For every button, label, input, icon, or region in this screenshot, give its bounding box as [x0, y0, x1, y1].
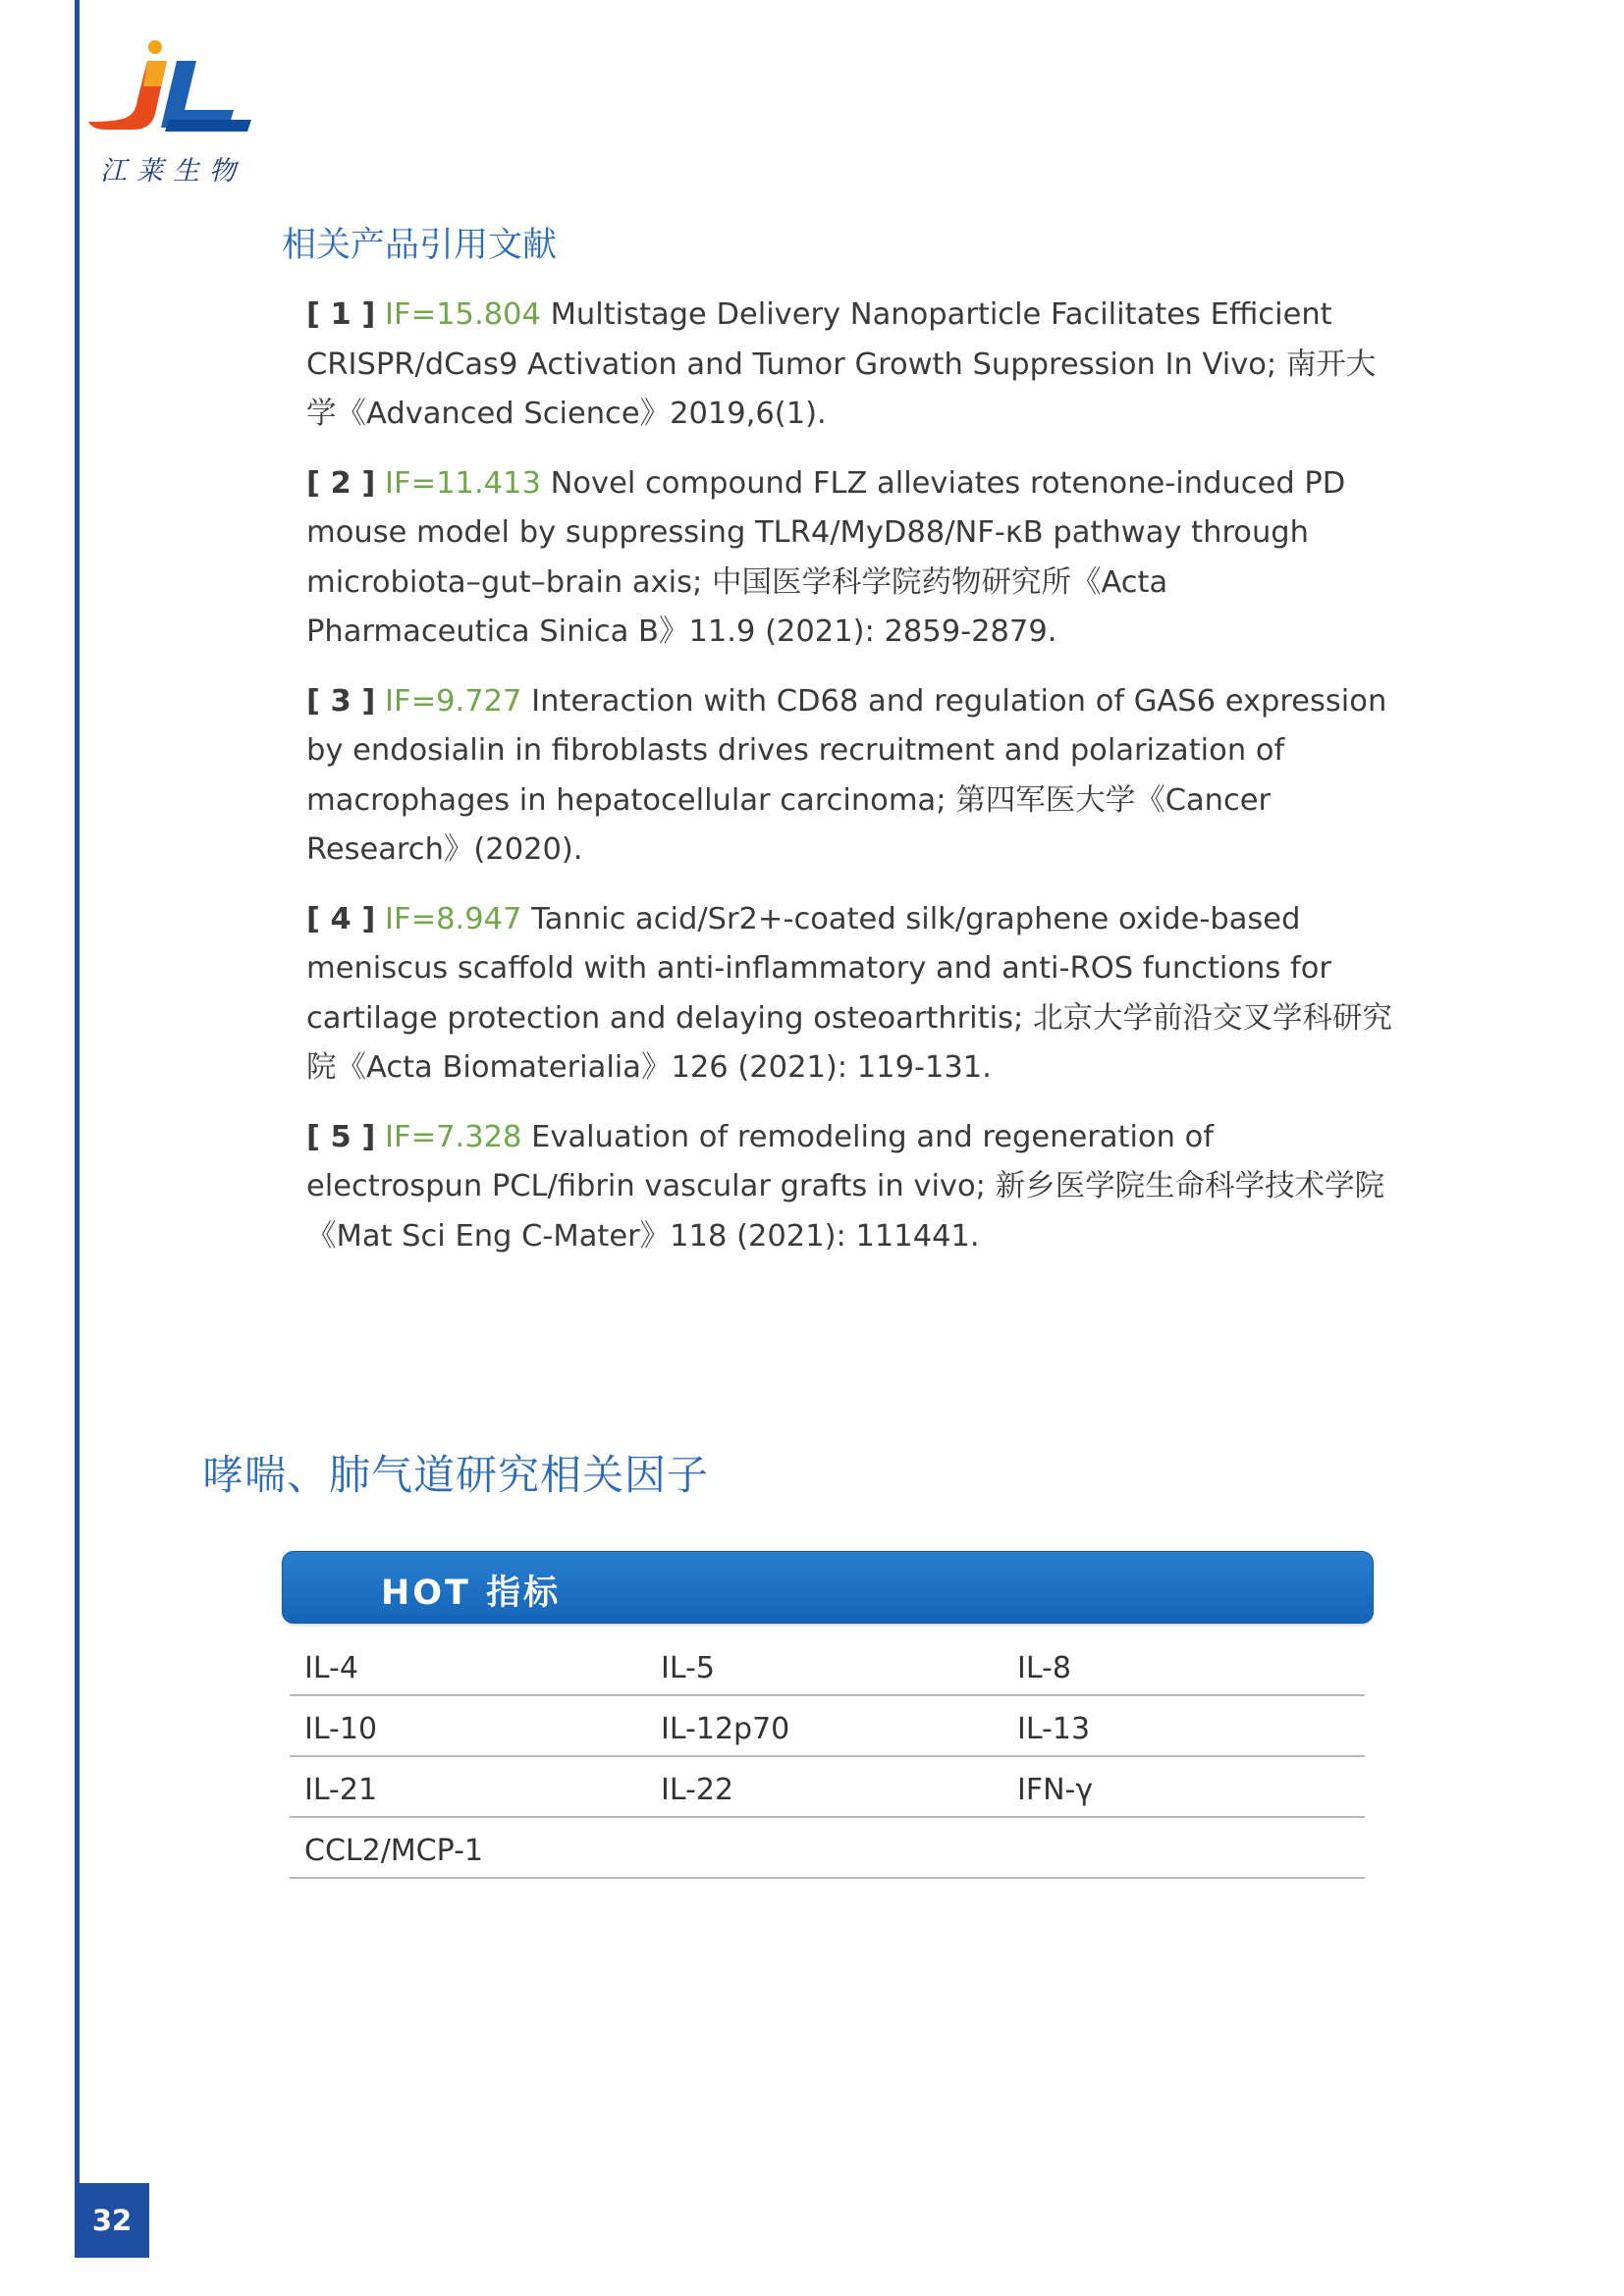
impact-factor: IF=8.947 — [385, 901, 522, 936]
impact-factor: IF=9.727 — [385, 683, 522, 719]
table-cell: IL-22 — [661, 1772, 734, 1807]
section-title-references: 相关产品引用文献 — [282, 226, 558, 265]
left-vertical-rule — [75, 0, 80, 2183]
company-logo — [86, 39, 253, 187]
table-cell — [646, 1844, 1002, 1850]
table-cell: IL-4 — [304, 1650, 358, 1685]
page-number: 32 — [75, 2183, 149, 2258]
reference-text: Evaluation of remodeling and regeneration of electrospun PCL/fibrin vascular grafts in vivo; 新乡医学院生命科学技术学院《Mat Sci Eng C-Mater》118 (2021): 111441. — [306, 1119, 1385, 1254]
table-cell: IL-5 — [661, 1650, 715, 1685]
hot-indicators-header — [282, 1551, 1374, 1624]
reference-text: Novel compound FLZ alleviates rotenone-induced PD mouse model by suppressing TLR4/MyD88/NF-κB pathway through microbiota–gut–brain axis; 中国医学科学院药物研究所《Acta Pharmaceutica Sinica B》11.9 (2021): 2859-2879. — [306, 465, 1346, 649]
logo-text: 江莱生物 — [100, 156, 245, 187]
table-cell: IL-12p70 — [661, 1711, 790, 1746]
table-cell: IL-8 — [1017, 1650, 1071, 1685]
reference-item — [306, 459, 1396, 658]
reference-item — [306, 291, 1396, 440]
table-row — [290, 1635, 1365, 1696]
hot-indicators-title: HOT 指标 — [381, 1574, 562, 1613]
impact-factor: IF=7.328 — [385, 1119, 522, 1154]
reference-item — [306, 895, 1396, 1094]
reference-text: Tannic acid/Sr2+-coated silk/graphene oxide-based meniscus scaffold with anti-inflammatory and anti-ROS functions for cartilage protection and delaying osteoarthritis; 北京大学前沿交叉学科研究院《Acta Biomaterialia》126 (2021): 119-131. — [306, 901, 1392, 1085]
table-row — [290, 1757, 1365, 1818]
table-cell: IFN-γ — [1017, 1772, 1094, 1807]
reference-number: [ 3 ] — [306, 683, 376, 719]
reference-number: [ 2 ] — [306, 465, 376, 501]
reference-item — [306, 1113, 1396, 1262]
reference-number: [ 1 ] — [306, 297, 376, 332]
table-row — [290, 1696, 1365, 1757]
reference-item — [306, 677, 1396, 876]
reference-number: [ 4 ] — [306, 901, 376, 936]
table-cell: IL-13 — [1017, 1711, 1091, 1746]
reference-list — [306, 291, 1396, 1281]
jl-logo-mark — [86, 39, 253, 147]
table-row — [290, 1818, 1365, 1879]
impact-factor: IF=15.804 — [385, 297, 541, 332]
table-cell: IL-21 — [304, 1772, 378, 1807]
reference-text: Interaction with CD68 and regulation of GAS6 expression by endosialin in fibroblasts drives recruitment and polarization of macrophages in hepatocellular carcinoma; 第四军医大学《Cancer Research》(2020). — [306, 683, 1387, 867]
table-cell — [1002, 1844, 1359, 1850]
table-cell: CCL2/MCP-1 — [304, 1833, 483, 1868]
hot-indicators-table — [290, 1635, 1365, 1879]
section-title-asthma-factors: 哮喘、肺气道研究相关因子 — [202, 1451, 710, 1499]
reference-number: [ 5 ] — [306, 1119, 376, 1154]
impact-factor: IF=11.413 — [385, 465, 541, 501]
reference-text: Multistage Delivery Nanoparticle Facilitates Efficient CRISPR/dCas9 Activation and Tumor Growth Suppression In Vivo; 南开大学《Advanced Science》2019,6(1). — [306, 297, 1377, 431]
table-cell: IL-10 — [304, 1711, 378, 1746]
